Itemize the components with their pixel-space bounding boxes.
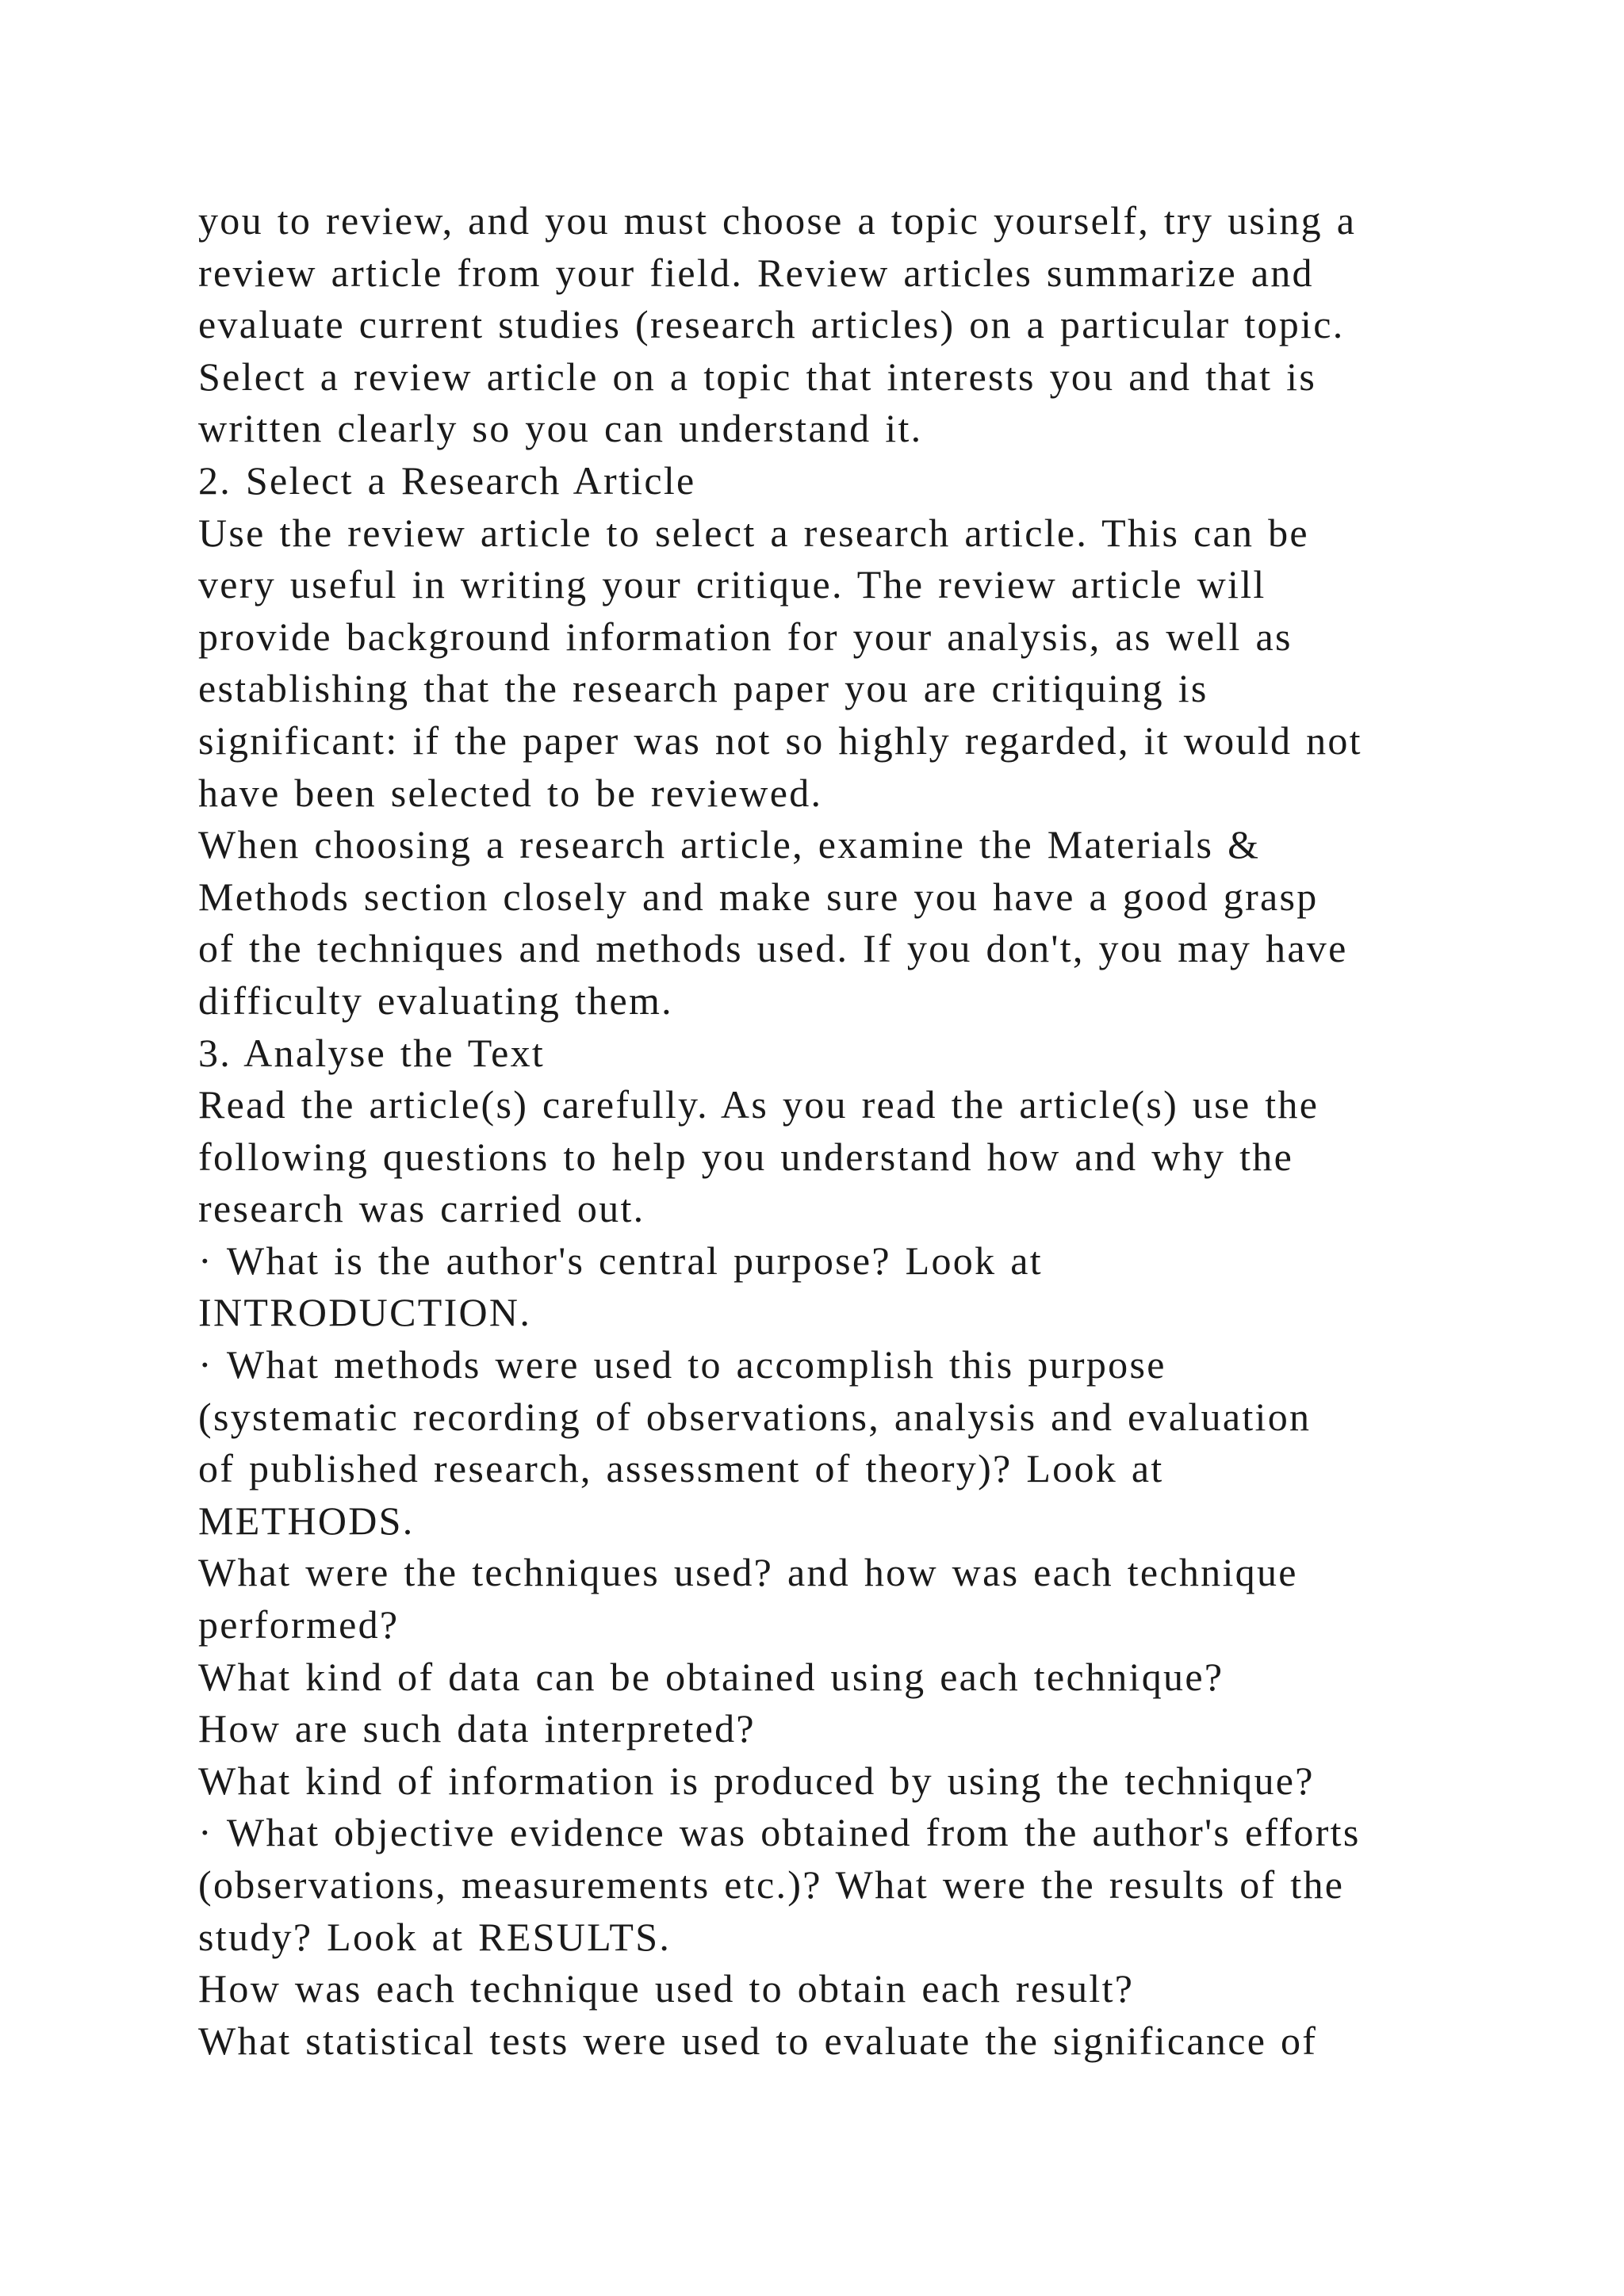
- bullet-line: · What is the author's central purpose? Look at: [198, 1238, 1043, 1283]
- text-line: How was each technique used to obtain each result?: [198, 1966, 1135, 2011]
- text-line: significant: if the paper was not so highly regarded, it would not: [198, 718, 1362, 763]
- text-line: of the techniques and methods used. If you don't, you may have: [198, 926, 1348, 971]
- text-line: research was carried out.: [198, 1186, 645, 1231]
- text-line: (observations, measurements etc.)? What were the results of the: [198, 1862, 1345, 1907]
- text-line: What were the techniques used? and how was each technique: [198, 1550, 1298, 1595]
- section-heading: 2. Select a Research Article: [198, 457, 696, 503]
- text-line: How are such data interpreted?: [198, 1706, 756, 1751]
- text-line: of published research, assessment of theory)? Look at: [198, 1446, 1164, 1491]
- text-line: written clearly so you can understand it.: [198, 406, 923, 451]
- text-line: performed?: [198, 1602, 400, 1647]
- text-line: you to review, and you must choose a topic yourself, try using a: [198, 198, 1357, 243]
- bullet-line: · What objective evidence was obtained from the author's efforts: [198, 1810, 1361, 1855]
- text-line: When choosing a research article, examine the Materials &: [198, 822, 1261, 867]
- text-line: evaluate current studies (research articles) on a particular topic.: [198, 302, 1345, 347]
- text-line: What statistical tests were used to evaluate the significance of: [198, 2018, 1318, 2063]
- text-line: Select a review article on a topic that interests you and that is: [198, 354, 1317, 399]
- text-line: provide background information for your analysis, as well as: [198, 614, 1293, 659]
- text-line: have been selected to be reviewed.: [198, 770, 823, 815]
- text-line: establishing that the research paper you are critiquing is: [198, 666, 1208, 711]
- text-line: Use the review article to select a research article. This can be: [198, 510, 1309, 555]
- text-line: INTRODUCTION.: [198, 1290, 532, 1335]
- body-text: [198, 195, 1467, 2067]
- text-line: review article from your field. Review articles summarize and: [198, 250, 1314, 295]
- text-line: difficulty evaluating them.: [198, 978, 673, 1023]
- text-line: following questions to help you understand how and why the: [198, 1134, 1294, 1179]
- text-line: very useful in writing your critique. The review article will: [198, 562, 1266, 607]
- text-line: Methods section closely and make sure you have a good grasp: [198, 874, 1319, 919]
- text-line: (systematic recording of observations, analysis and evaluation: [198, 1394, 1312, 1439]
- text-line: study? Look at RESULTS.: [198, 1914, 672, 1959]
- bullet-line: · What methods were used to accomplish this purpose: [198, 1342, 1166, 1387]
- text-line: METHODS.: [198, 1498, 415, 1543]
- text-line: Read the article(s) carefully. As you read the article(s) use the: [198, 1082, 1320, 1127]
- section-heading: 3. Analyse the Text: [198, 1030, 546, 1075]
- text-line: What kind of data can be obtained using each technique?: [198, 1654, 1224, 1699]
- text-line: What kind of information is produced by using the technique?: [198, 1758, 1315, 1803]
